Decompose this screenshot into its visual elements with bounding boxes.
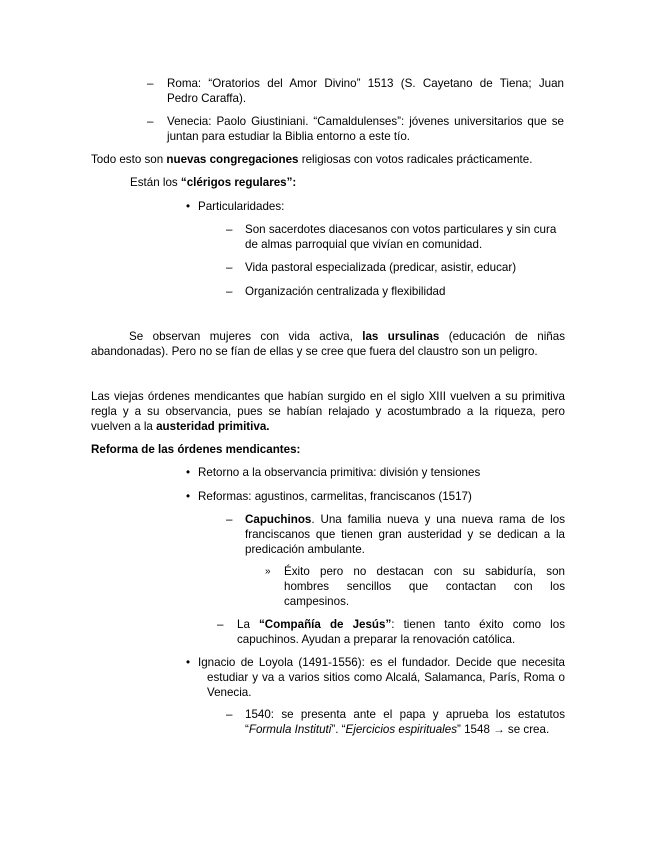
ignacio-item [198, 655, 565, 700]
dash-marker: – [226, 513, 233, 526]
estatutos-line2: “Formula Instituti”. “Ejercicios espirituales” 1548 → se crea. [245, 723, 550, 736]
organizacion-item: Organización centralizada y flexibilidad [245, 285, 446, 298]
ignacio-line1: Ignacio de Loyola (1491-1556): es el fundador. Decide que necesita [198, 656, 565, 669]
venecia-line1: Venecia: Paolo Giustiniani. “Camaldulenses”: jóvenes universitarios que se [167, 115, 564, 128]
viejas-line3: vuelven a la austeridad primitiva. [91, 420, 270, 433]
sacerdotes-line1: Son sacerdotes diacesanos con votos particulares y sin cura [245, 223, 557, 236]
viejas-line1: Las viejas órdenes mendicantes que habían surgido en el siglo XIII vuelven a su primitiva [91, 390, 565, 403]
ignacio-line2: estudiar y va a varios sitios como Alcalá, Salamanca, París, Roma o [207, 671, 565, 684]
roma-line1: Roma: “Oratorios del Amor Divino” 1513 (S. Cayetano de Tiena; Juan [167, 77, 564, 90]
ordenes-mendicantes-paragraph [91, 389, 565, 434]
dash-marker: – [226, 708, 233, 721]
reformas-item: Reformas: agustinos, carmelitas, franciscanos (1517) [198, 490, 472, 503]
exito-item [284, 564, 565, 609]
compania-line2: capuchinos. Ayudan a preparar la renovación católica. [237, 633, 516, 646]
venecia-item [167, 114, 564, 144]
nuevas-congregaciones-paragraph: Todo esto son nuevas congregaciones religiosas con votos radicales prácticamente. [91, 153, 533, 166]
estatutos-1540-item [245, 707, 565, 737]
venecia-line2: juntan para estudiar la Biblia entorno a este tío. [167, 130, 410, 143]
bullet-marker: • [186, 200, 191, 213]
exito-line3: campesinos. [284, 595, 350, 608]
bullet-marker: • [186, 656, 191, 669]
roma-line2: Pedro Caraffa). [167, 92, 247, 105]
compania-line1: La “Compañía de Jesús”: tienen tanto éxito como los [237, 618, 565, 631]
raquo-marker: » [265, 566, 271, 577]
dash-marker: – [226, 261, 233, 274]
viejas-line2: regla y a su observancia, pues se habían relajado y acostumbrado a la riqueza, pero [91, 405, 565, 418]
capuchinos-item [245, 512, 565, 557]
clerigos-regulares-line: Están los “clérigos regulares”: [130, 176, 297, 189]
vida-pastoral-item: Vida pastoral especializada (predicar, asistir, educar) [245, 261, 517, 274]
roma-item [167, 76, 564, 106]
compania-item [237, 617, 565, 647]
dash-marker: – [147, 77, 154, 90]
bullet-marker: • [186, 466, 191, 479]
ursulinas-paragraph [91, 329, 565, 359]
dash-marker: – [147, 115, 154, 128]
bullet-marker: • [186, 490, 191, 503]
reforma-heading: Reforma de las órdenes mendicantes: [91, 443, 301, 456]
capuchinos-line2: franciscanos que tienen gran austeridad y se dedican a la [245, 528, 565, 541]
ursulinas-line1: Se observan mujeres con vida activa, las ursulinas (educación de niñas [129, 330, 565, 343]
dash-marker: – [226, 223, 233, 236]
capuchinos-line1: Capuchinos. Una familia nueva y una nueva rama de los [245, 513, 565, 526]
dash-marker: – [217, 618, 224, 631]
exito-line1: Éxito pero no destacan con su sabiduría, son [284, 565, 565, 578]
estatutos-line1: 1540: se presenta ante el papa y aprueba los estatutos [245, 708, 565, 721]
sacerdotes-line2: de almas parroquial que vivían en comunidad. [245, 238, 483, 251]
capuchinos-line3: predicación ambulante. [245, 543, 365, 556]
retorno-item: Retorno a la observancia primitiva: división y tensiones [198, 466, 481, 479]
particularidades-item: Particularidades: [198, 200, 285, 213]
ignacio-line3: Venecia. [207, 686, 252, 699]
exito-line2: hombres sencillos que contactan con los [284, 580, 565, 593]
ursulinas-line2: abandonadas). Pero no se fían de ellas y se cree que fuera del claustro son un peligro. [91, 345, 538, 358]
dash-marker: – [226, 285, 233, 298]
sacerdotes-item [245, 222, 565, 252]
